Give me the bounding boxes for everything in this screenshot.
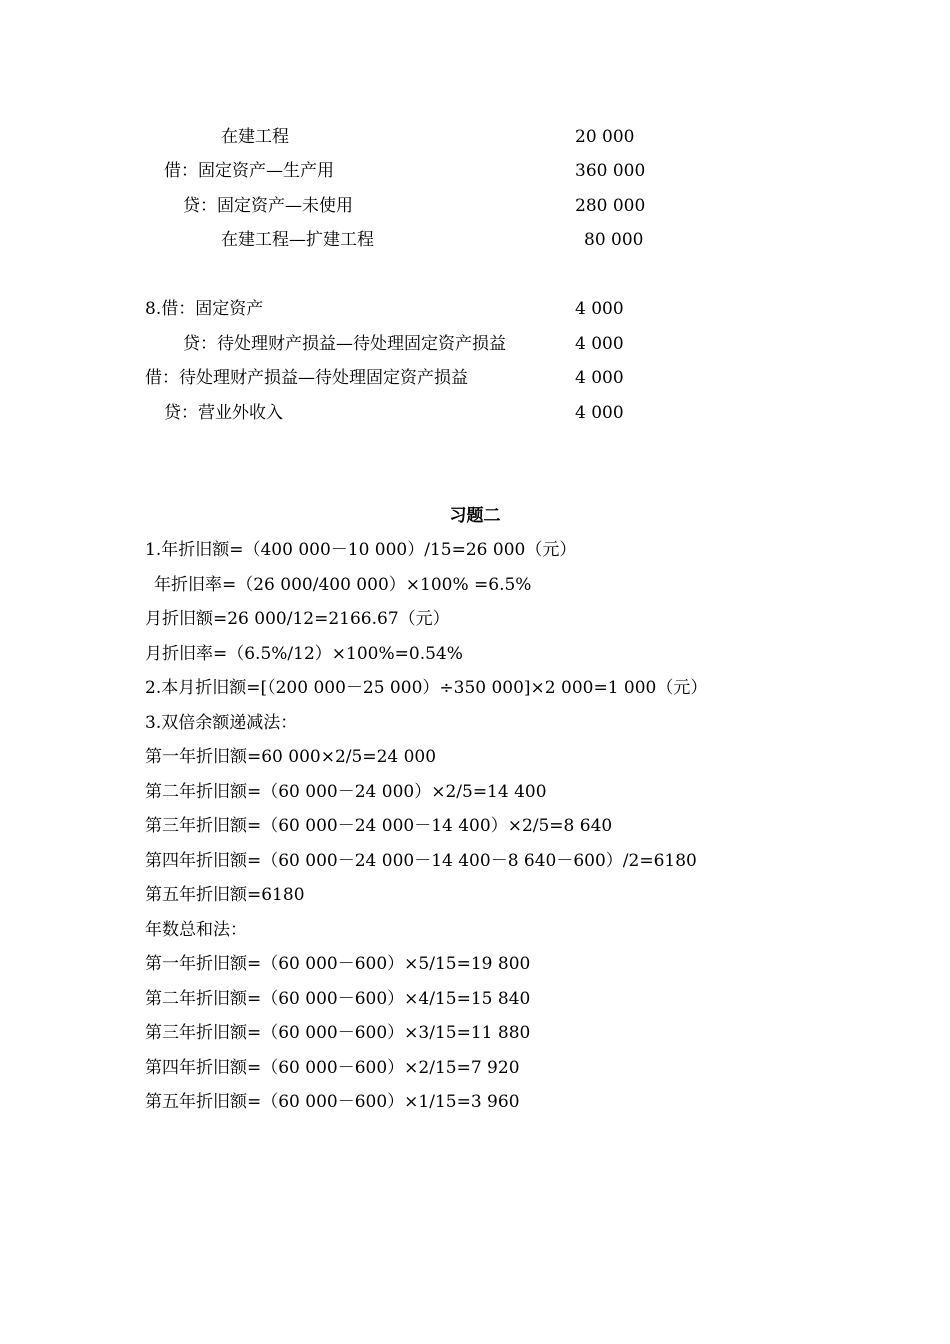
calc-line: 第三年折旧额=（60 000－600）×3/15=11 880 bbox=[145, 1023, 531, 1043]
journal-entry-text: 贷：待处理财产损益—待处理固定资产损益 bbox=[183, 334, 506, 354]
calc-line: 月折旧额=26 000/12=2166.67（元） bbox=[145, 609, 450, 629]
journal-entry-amount: 360 000 bbox=[575, 161, 646, 181]
journal-entry-text: 借：待处理财产损益—待处理固定资产损益 bbox=[145, 368, 468, 388]
journal-entry-amount: 4 000 bbox=[575, 299, 624, 319]
journal-entry-amount: 280 000 bbox=[575, 196, 646, 216]
calc-line: 第五年折旧额=（60 000－600）×1/15=3 960 bbox=[145, 1092, 520, 1112]
calc-line: 2.本月折旧额=[（200 000－25 000）÷350 000]×2 000=1 000（元） bbox=[145, 678, 708, 698]
journal-entry-amount: 4 000 bbox=[575, 368, 624, 388]
journal-entry-text: 8.借：固定资产 bbox=[145, 299, 264, 319]
journal-entry-text: 借：固定资产—生产用 bbox=[164, 161, 334, 181]
journal-entry-text: 贷：固定资产—未使用 bbox=[183, 196, 353, 216]
journal-entry-text: 贷：营业外收入 bbox=[164, 403, 283, 423]
calc-line: 第四年折旧额=（60 000－600）×2/15=7 920 bbox=[145, 1058, 520, 1078]
journal-entry-amount: 4 000 bbox=[575, 334, 624, 354]
calc-line: 1.年折旧额=（400 000－10 000）/15=26 000（元） bbox=[145, 540, 577, 560]
calc-line: 第一年折旧额=（60 000－600）×5/15=19 800 bbox=[145, 954, 531, 974]
calc-line: 第三年折旧额=（60 000－24 000－14 400）×2/5=8 640 bbox=[145, 816, 613, 836]
calc-line: 第二年折旧额=（60 000－600）×4/15=15 840 bbox=[145, 989, 531, 1009]
journal-entry-amount: 4 000 bbox=[575, 403, 624, 423]
calc-line: 年数总和法： bbox=[145, 920, 247, 940]
journal-entry-text: 在建工程 bbox=[221, 127, 289, 147]
calc-line: 第四年折旧额=（60 000－24 000－14 400－8 640－600）/2=6180 bbox=[145, 851, 697, 871]
journal-entry-amount: 20 000 bbox=[575, 127, 635, 147]
section-heading: 习题二 bbox=[449, 506, 501, 526]
journal-entry-amount: 80 000 bbox=[584, 230, 644, 250]
journal-entry-text: 在建工程—扩建工程 bbox=[221, 230, 374, 250]
calc-line: 月折旧率=（6.5%/12）×100%=0.54% bbox=[145, 644, 463, 664]
calc-line: 第五年折旧额=6180 bbox=[145, 885, 305, 905]
calc-line: 第一年折旧额=60 000×2/5=24 000 bbox=[145, 747, 437, 767]
calc-line: 第二年折旧额=（60 000－24 000）×2/5=14 400 bbox=[145, 782, 547, 802]
calc-line: 年折旧率=（26 000/400 000）×100% =6.5% bbox=[154, 575, 532, 595]
calc-line: 3.双倍余额递减法： bbox=[145, 713, 298, 733]
